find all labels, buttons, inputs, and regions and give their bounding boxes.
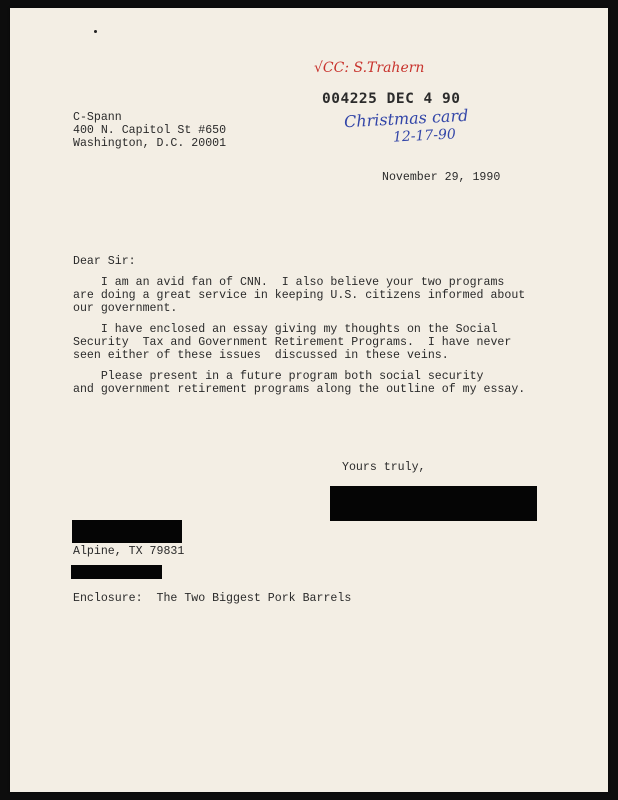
body-line: I am an avid fan of CNN. I also believe your two programs (73, 276, 505, 289)
enclosure-line: Enclosure: The Two Biggest Pork Barrels (73, 592, 352, 605)
note-date: 12-17-90 (392, 126, 457, 146)
body-line: seen either of these issues discussed in these veins. (73, 349, 449, 362)
letter-date: November 29, 1990 (382, 171, 501, 184)
received-date-stamp: 004225 DEC 4 90 (322, 91, 461, 107)
closing: Yours truly, (342, 461, 426, 474)
sender-city: Alpine, TX 79831 (73, 545, 185, 558)
body-line: I have enclosed an essay giving my thoughts on the Social (73, 323, 498, 336)
sender-phone-redaction (71, 565, 162, 579)
body-line: Security Tax and Government Retirement Programs. I have never (73, 336, 512, 349)
body-line: our government. (73, 302, 178, 315)
letter-page (10, 8, 608, 792)
sender-name-redaction (72, 520, 182, 543)
paper-speck (94, 30, 97, 33)
salutation: Dear Sir: (73, 255, 136, 268)
recipient-name: C-Spann (73, 111, 122, 124)
body-line: are doing a great service in keeping U.S. citizens informed about (73, 289, 526, 302)
christmas-card-note: Christmas card (343, 105, 469, 132)
cc-annotation: √CC: S.Trahern (314, 60, 425, 76)
signature-redaction (330, 486, 537, 521)
recipient-city: Washington, D.C. 20001 (73, 137, 227, 150)
body-line: Please present in a future program both social security (73, 370, 484, 383)
recipient-street: 400 N. Capitol St #650 (73, 124, 227, 137)
body-line: and government retirement programs along the outline of my essay. (73, 383, 526, 396)
